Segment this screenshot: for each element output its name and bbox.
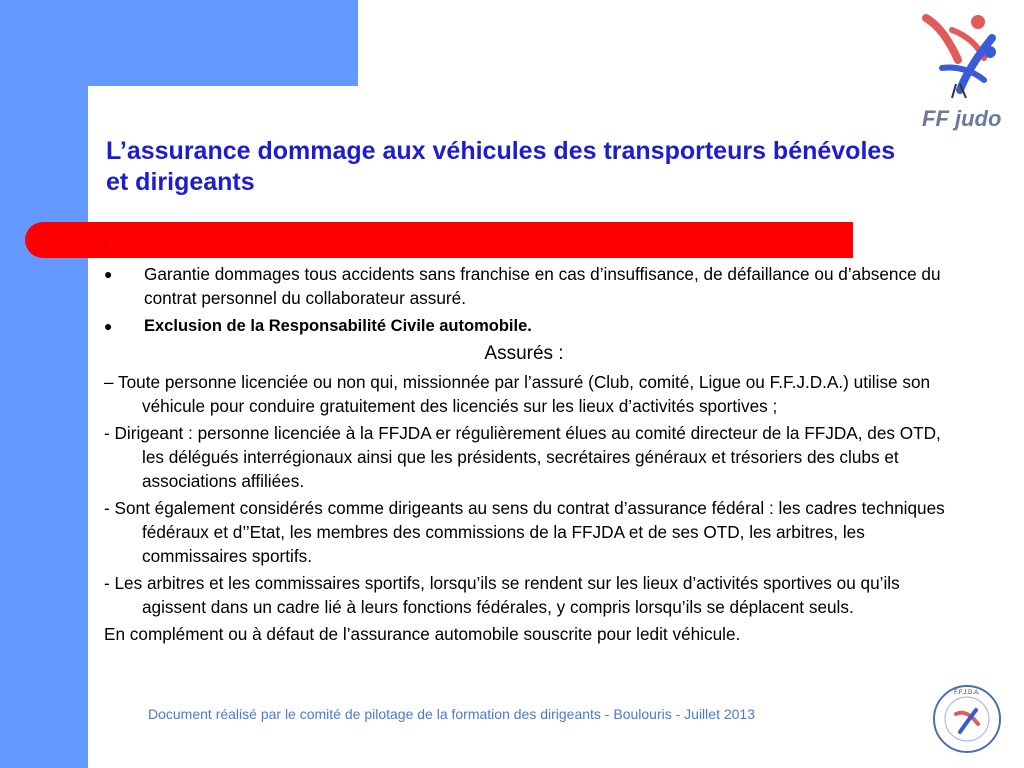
paragraph: - Sont également considérés comme dirigeants au sens du contrat d’assurance fédéral : les cadres techniques fédéraux et d’’Etat, les membres des commissions de la FFJDA et de ses OTD, les arbitres, les commissaires sportifs.: [104, 498, 945, 566]
bullet-item: [104, 314, 954, 338]
ff-judo-logo: [912, 8, 1008, 138]
paragraph: – Toute personne licenciée ou non qui, missionnée par l’assuré (Club, comité, Ligue ou F.F.J.D.A.) utilise son véhicule pour conduire gratuitement des licenciés sur les lieux d’activités sportives ;: [104, 372, 931, 416]
paragraph: - Les arbitres et les commissaires sportifs, lorsqu’ils se rendent sur les lieux d’activités sportives ou qu’ils agissent dans un cadre lié à leurs fonctions fédérales, y compris lorsqu’ils se déplacent seuls.: [104, 573, 900, 617]
top-decor-band: [0, 0, 358, 86]
bullet-dot-icon: ●: [104, 318, 113, 334]
subheading-assures: Assurés :: [484, 343, 564, 364]
paragraph: - Dirigeant : personne licenciée à la FFJDA er régulièrement élues au comité directeur de la FFJDA, des OTD, les délégués interrégionaux ainsi que les présidents, secrétaires généraux et trésoriers des clubs et associations affiliées.: [104, 423, 941, 491]
slide-title: L’assurance dommage aux véhicules des transporteurs bénévoles et dirigeants: [106, 137, 896, 196]
judo-school-badge-icon: [932, 684, 1002, 754]
badge-top-text: F.F.J.D.A.: [954, 690, 980, 696]
bullet-dot-icon: ●: [104, 266, 113, 282]
red-divider-bar: [25, 222, 853, 258]
paragraph: En complément ou à défaut de l’assurance automobile souscrite pour ledit véhicule.: [104, 624, 741, 644]
bullet-item: [104, 262, 954, 310]
judoka-figure-icon: [912, 8, 1008, 108]
colon-mark: :: [104, 236, 108, 250]
footer-credit: Document réalisé par le comité de pilotage de la formation des dirigeants - Boulouris - Juillet 2013: [148, 706, 755, 722]
left-decor-band: [0, 0, 88, 768]
logo-text: FF judo: [922, 106, 1002, 131]
slide-content: [104, 262, 954, 649]
ffjda-school-badge: [932, 684, 1002, 754]
bullet-text: Garantie dommages tous accidents sans franchise en cas d’insuffisance, de défaillance ou d’absence du contrat personnel du collaborateur assuré.: [144, 264, 941, 308]
bullet-text: Exclusion de la Responsabilité Civile automobile.: [144, 317, 532, 335]
